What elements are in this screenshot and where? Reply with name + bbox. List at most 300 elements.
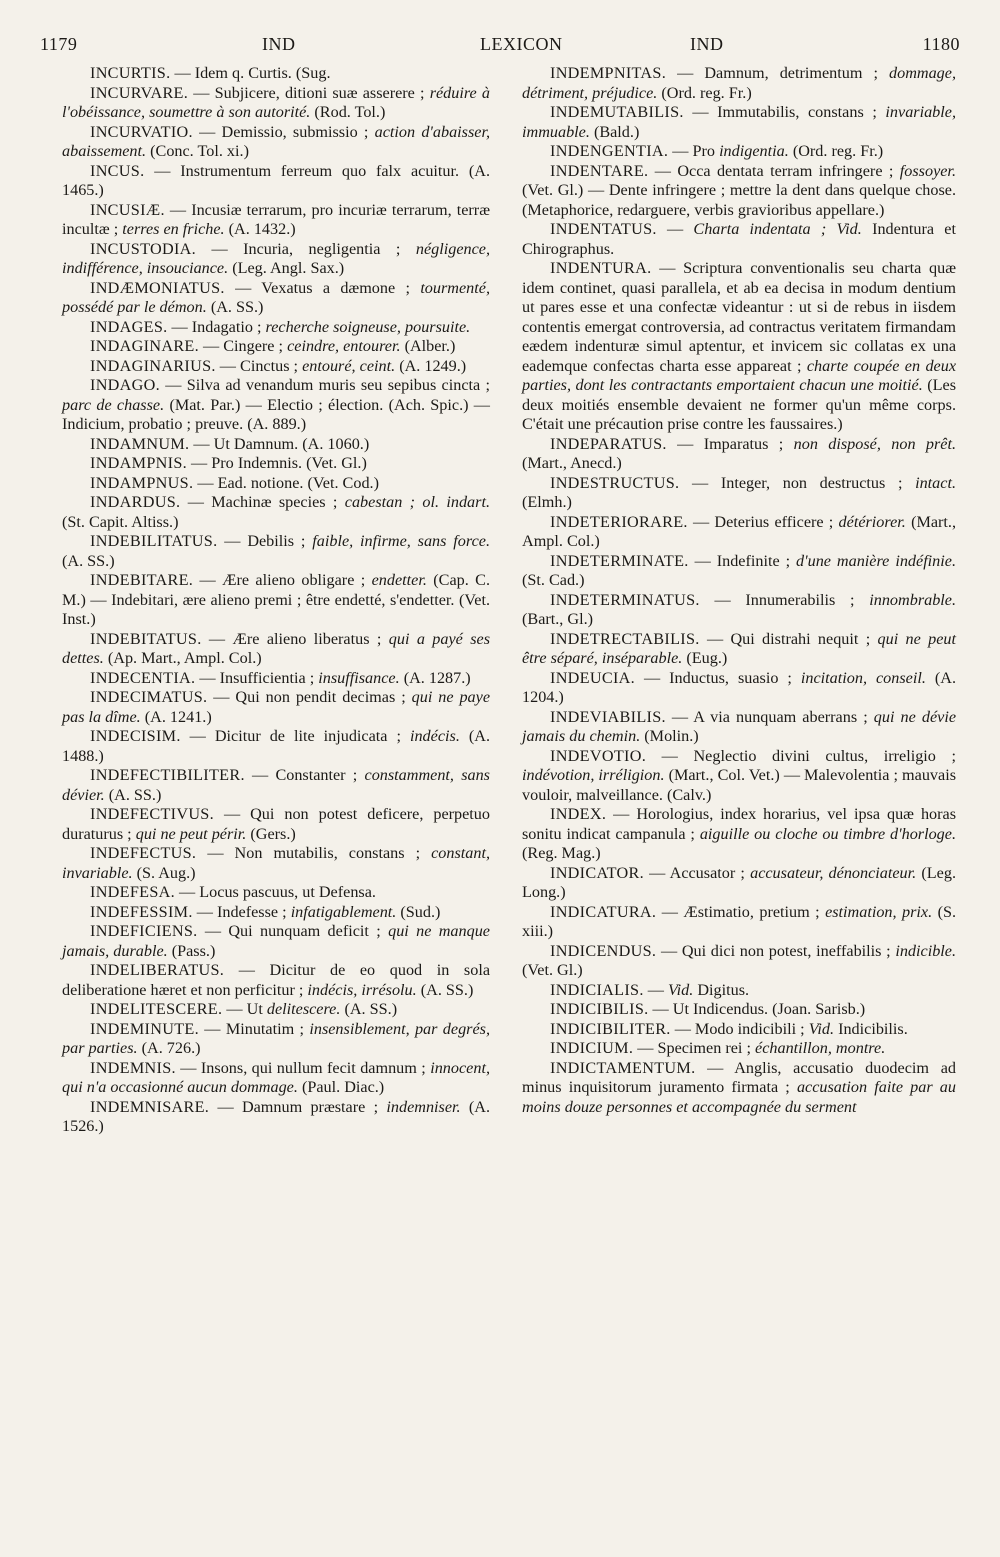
entry-definition: Pro Indemnis.: [211, 454, 303, 472]
entry-definition: Vexatus a dæmone ;: [261, 278, 410, 297]
entry-headword: INDEMNISARE.: [90, 1097, 210, 1116]
dictionary-entry: [522, 630, 956, 669]
entry-dash: —: [687, 512, 715, 531]
entry-headword: INDETERIORARE.: [550, 512, 688, 531]
entry-french-gloss: qui ne peut être séparé, inséparable.: [522, 629, 957, 667]
entry-french-gloss: infatigablement.: [290, 902, 397, 921]
entry-dash: —: [180, 727, 215, 745]
entry-source: (Mart., Anecd.): [522, 454, 622, 472]
entry-french-gloss: parc de chasse.: [62, 395, 165, 414]
entry-french-gloss: incitation, conseil.: [800, 668, 926, 687]
entry-dash: —: [668, 142, 693, 160]
entry-dash: —: [244, 766, 276, 784]
entry-source: (Sug.: [295, 64, 331, 82]
entry-headword: INCUS.: [90, 161, 145, 180]
entry-source: (Vet. Cod.): [307, 473, 379, 492]
entry-french-gloss: réduire à l'obéissance, soumettre à son autorité.: [62, 83, 490, 121]
entry-headword: INDAMPNIS.: [90, 454, 187, 472]
entry-dash: —: [670, 1019, 695, 1038]
entry-headword: INDEFESA.: [90, 883, 175, 901]
entry-definition: Silva ad venandum muris seu sepibus cincta ;: [186, 376, 490, 394]
entry-french-gloss: détériorer.: [838, 512, 906, 531]
entry-dash: —: [160, 376, 187, 394]
entry-headword: INDICTAMENTUM.: [550, 1058, 696, 1077]
entry-dash: —: [643, 863, 670, 882]
entry-source: (Molin.): [644, 727, 699, 745]
dictionary-entry: [62, 688, 490, 727]
entry-source: (Leg. Long.): [522, 863, 956, 901]
running-title: LEXICON: [480, 34, 563, 54]
entry-french-gloss: accusation faite par au moins douze personnes et accompagnée du serment: [522, 1078, 956, 1116]
dictionary-entry: [62, 630, 490, 669]
dictionary-entry: [62, 474, 490, 494]
entry-dash: —: [606, 805, 637, 823]
entry-dash: —: [213, 805, 251, 823]
entry-definition: Occa dentata terram infringere ;: [677, 161, 894, 180]
entry-dash: —: [175, 883, 200, 901]
entry-definition: Dicitur de lite injudicata ;: [214, 727, 401, 745]
entry-definition: Scriptura conventionalis seu charta quæ idem continet, quasi parallela, et ab ea decisa in modum dentium ut pares esse et una confectæ videantur : ut si de rebus in iisdem contentis emergat controversia, ad contractus veritatem firmandam eædem indenturæ simul aptentur, et invicem sic collatas ex una eademque confectas charta esse appareat ;: [522, 259, 956, 375]
entry-french-gloss: cabestan ; ol. indart.: [344, 493, 490, 511]
entry-dash: —: [224, 961, 270, 979]
entry-source: (A. SS.): [210, 298, 264, 316]
entry-definition: Indefinite ;: [716, 551, 791, 570]
entry-headword: INCUSTODIA.: [90, 239, 196, 258]
entry-headword: INDEBITARE.: [90, 571, 194, 589]
entry-source: (Ord. reg. Fr.): [661, 83, 752, 102]
dictionary-entry: [62, 64, 490, 84]
entry-definition: Innumerabilis ;: [745, 590, 855, 609]
dictionary-entry: [522, 942, 956, 981]
entry-source: (A. 726.): [141, 1039, 201, 1057]
entry-headword: INDEVOTIO.: [550, 746, 647, 765]
dictionary-entry: [522, 1000, 956, 1020]
entry-definition: Deterius efficere ;: [714, 512, 834, 531]
entry-source: (Bart., Gl.): [522, 610, 594, 628]
entry-french-gloss: intact.: [915, 473, 957, 492]
entry-dash: —: [665, 707, 694, 726]
entry-source: (Leg. Angl. Sax.): [232, 259, 345, 277]
entry-source: (Cap. C. M.) — Indebitari, ære alieno premi ; être endetté, s'endetter. (Vet. Inst.): [62, 571, 491, 628]
entry-french-gloss: indigentia.: [719, 142, 789, 160]
entry-french-gloss: Vid.: [667, 980, 694, 999]
dictionary-entry: [522, 220, 956, 259]
dictionary-entry: [62, 844, 490, 883]
left-column: [62, 64, 490, 1137]
entry-definition: Idem q. Curtis.: [194, 64, 292, 82]
entry-dash: —: [198, 1019, 226, 1038]
entry-source: (A. 1432.): [228, 220, 296, 238]
entry-headword: INDICIBILIS.: [550, 1000, 649, 1018]
entry-dash: —: [656, 902, 684, 921]
entry-definition: Locus pascuus, ut Defensa.: [199, 883, 376, 901]
entry-headword: INDEFICIENS.: [90, 922, 198, 940]
entry-headword: INDEMUTABILIS.: [550, 103, 684, 121]
entry-source: Indentura et Chirographus.: [522, 220, 956, 258]
entry-dash: —: [679, 473, 721, 492]
entry-source: (A. SS.): [108, 785, 162, 804]
dictionary-entry: [62, 766, 490, 805]
entry-source: (A. SS.): [62, 551, 115, 570]
entry-dash: —: [175, 1058, 201, 1077]
entry-french-gloss: ceindre, entourer.: [287, 337, 401, 355]
entry-source: (A. 1488.): [62, 727, 491, 765]
dictionary-entry: [62, 903, 490, 923]
entry-source: Indicibilis.: [838, 1019, 908, 1038]
entry-dash: —: [633, 1039, 658, 1057]
entry-dash: —: [215, 356, 241, 375]
dictionary-entry: [522, 708, 956, 747]
entry-source: (Ap. Mart., Ampl. Col.): [107, 649, 262, 667]
entry-french-gloss: faible, infirme, sans force.: [312, 532, 491, 550]
right-column: [522, 64, 956, 1117]
entry-dash: —: [195, 668, 220, 687]
entry-definition: Debilis ;: [247, 532, 306, 550]
entry-french-gloss: aiguille ou cloche ou timbre d'horloge.: [699, 824, 956, 843]
dictionary-entry: [62, 961, 490, 1000]
dictionary-entry: [522, 747, 956, 806]
dictionary-entry: [62, 1059, 490, 1098]
entry-source: (A. 1526.): [62, 1097, 491, 1135]
entry-source: (Alber.): [404, 337, 456, 355]
index-word-left: IND: [262, 34, 296, 54]
entry-source: (Elmh.): [522, 493, 572, 511]
entry-definition: Anglis, accusatio duodecim ad minus inquisitorum juramento firmata ;: [522, 1058, 956, 1096]
entry-headword: INDICIUM.: [550, 1039, 634, 1057]
dictionary-entry: [522, 474, 956, 513]
entry-headword: INDÆMONIATUS.: [90, 278, 225, 297]
entry-headword: INDAGINARE.: [90, 337, 199, 355]
dictionary-entry: [62, 669, 490, 689]
dictionary-entry: [522, 864, 956, 903]
entry-headword: INDECISIM.: [90, 727, 181, 745]
entry-source: (S. Aug.): [136, 863, 196, 882]
entry-french-gloss: invariable, immuable.: [522, 103, 957, 141]
entry-headword: INCURTIS.: [90, 64, 171, 82]
entry-dash: —: [683, 103, 718, 121]
entry-definition: Incusiæ terrarum, pro incuriæ terrarum, terræ incultæ ;: [62, 200, 490, 238]
entry-definition: Neglectio divini cultus, irreligio ;: [693, 746, 956, 765]
page-number-left: 1179: [40, 34, 78, 54]
entry-french-gloss: qui ne peut périr.: [135, 824, 247, 843]
entry-headword: INDICIALIS.: [550, 980, 644, 999]
entry-french-gloss: endetter.: [371, 571, 427, 589]
entry-french-gloss: dommage, détriment, préjudice.: [522, 64, 956, 102]
entry-source: (Conc. Tol. xi.): [150, 142, 249, 160]
dictionary-entry: [62, 337, 490, 357]
entry-definition: Inductus, suasio ;: [669, 668, 792, 687]
entry-source: (Vet. Gl.): [522, 961, 583, 979]
entry-headword: INDEBILITATUS.: [90, 532, 218, 550]
entry-definition: Horologius, index horarius, vel ipsa quæ horas sonitu indicat campanula ;: [522, 805, 957, 843]
entry-source: (A. SS.): [420, 980, 474, 999]
entry-definition: Non mutabilis, constans ;: [234, 844, 421, 862]
entry-french-gloss: fossoyer.: [899, 161, 956, 180]
dictionary-entry: [522, 435, 956, 474]
entry-source: (Vet. Gl.) — Dente infringere ; mettre la dent dans quelque chose. (Metaphorice, redarguere, verbis gravioribus appellare.): [522, 181, 956, 219]
entry-source: (Paul. Diac.): [301, 1078, 385, 1096]
entry-definition: Damnum præstare ;: [241, 1097, 379, 1116]
entry-definition: Subjicere, ditioni suæ asserere ;: [214, 83, 425, 102]
entry-headword: INDELIBERATUS.: [90, 961, 225, 979]
dictionary-entry: [522, 552, 956, 591]
entry-source: (Bald.): [593, 122, 640, 141]
entry-headword: INDENTURA.: [550, 259, 652, 277]
entry-definition: Accusator ;: [669, 863, 745, 882]
entry-source: (St. Capit. Altiss.): [62, 512, 179, 531]
entry-headword: INDEMPNITAS.: [550, 64, 667, 82]
entry-headword: INDARDUS.: [90, 493, 181, 511]
entry-dash: —: [187, 454, 212, 472]
entry-french-gloss: indécis.: [409, 727, 460, 745]
entry-definition: Constanter ;: [275, 766, 358, 784]
entry-french-gloss: indicible.: [895, 941, 957, 960]
entry-definition: Machinæ species ;: [211, 493, 338, 511]
entry-headword: INDEX.: [550, 805, 607, 823]
entry-source: (A. 1249.): [399, 356, 467, 375]
entry-headword: INDEVIABILIS.: [550, 707, 666, 726]
entry-definition: Æstimatio, pretium ;: [683, 902, 820, 921]
entry-french-gloss: constamment, sans dévier.: [62, 766, 490, 804]
entry-definition: Integer, non destructus ;: [720, 473, 903, 492]
entry-french-gloss: indévotion, irréligion.: [522, 766, 665, 784]
entry-source: (Joan. Sarisb.): [772, 1000, 866, 1018]
entry-french-gloss: charte coupée en deux parties, dont les contractants emportaient chacun une moitié.: [522, 356, 957, 394]
entry-french-gloss: action d'abaisser, abaissement.: [62, 122, 490, 160]
entry-dash: —: [666, 64, 705, 82]
entry-french-gloss: innombrable.: [869, 590, 957, 609]
entry-french-gloss: entouré, ceint.: [302, 356, 396, 375]
entry-headword: INDEFECTIVUS.: [90, 805, 214, 823]
entry-french-gloss: indécis, irrésolu.: [307, 980, 417, 999]
dictionary-entry: [522, 669, 956, 708]
entry-source: (Sud.): [400, 902, 441, 921]
entry-headword: INDECIMATUS.: [90, 688, 208, 706]
entry-headword: INDAGO.: [90, 376, 160, 394]
entry-source: (A. 1241.): [144, 707, 212, 726]
entry-headword: INDEFECTUS.: [90, 844, 197, 862]
entry-source: (A. 1204.): [522, 668, 957, 706]
entry-headword: INDENGENTIA.: [550, 142, 669, 160]
entry-headword: INDAMPNUS.: [90, 473, 194, 492]
entry-dash: —: [193, 571, 223, 589]
entry-dash: —: [170, 64, 195, 82]
entry-definition: Ut Damnum.: [213, 434, 299, 453]
entry-source: (Vet. Gl.): [306, 454, 367, 472]
entry-definition: Qui dici non potest, ineffabilis ;: [681, 941, 891, 960]
entry-dash: —: [195, 239, 244, 258]
entry-headword: INDICATOR.: [550, 863, 644, 882]
entry-french-gloss: échantillon, montre.: [755, 1039, 886, 1057]
entry-definition: Immutabilis, constans ;: [717, 103, 877, 121]
entry-definition: Modo indicibili ;: [694, 1019, 805, 1038]
entry-french-gloss: terres en friche.: [122, 220, 225, 238]
dictionary-entry: [62, 454, 490, 474]
entry-source: (Reg. Mag.): [522, 844, 601, 862]
entry-french-gloss: estimation, prix.: [825, 902, 933, 921]
entry-definition: Indagatio ;: [191, 317, 262, 336]
entry-headword: INDICATURA.: [550, 902, 657, 921]
entry-french-gloss: indemniser.: [386, 1097, 461, 1116]
entry-source: (A. SS.): [344, 1000, 398, 1018]
entry-dash: —: [217, 532, 248, 550]
entry-french-gloss: delitescere.: [266, 1000, 341, 1018]
entry-headword: INDENTATUS.: [550, 220, 657, 238]
entry-headword: INDENTARE.: [550, 161, 649, 180]
dictionary-entry: [62, 1000, 490, 1020]
dictionary-entry: [62, 201, 490, 240]
entry-definition: Insufficientia ;: [219, 668, 315, 687]
entry-definition: Instrumentum ferreum quo falx acuitur.: [180, 161, 460, 180]
entry-definition: Incuria, negligentia ;: [243, 239, 401, 258]
dictionary-entry: [62, 162, 490, 201]
entry-headword: INDETERMINATE.: [550, 551, 689, 570]
entry-headword: INDAGES.: [90, 317, 168, 336]
entry-definition: Minutatim ;: [225, 1019, 305, 1038]
dictionary-entry: [62, 805, 490, 844]
entry-headword: INDEFECTIBILITER.: [90, 766, 245, 784]
dictionary-entry: [62, 883, 490, 903]
dictionary-entry: [62, 1020, 490, 1059]
dictionary-entry: [62, 922, 490, 961]
entry-dash: —: [634, 668, 670, 687]
entry-headword: INDEBITATUS.: [90, 629, 202, 648]
entry-headword: INDICENDUS.: [550, 941, 657, 960]
entry-headword: INCURVATIO.: [90, 122, 193, 141]
dictionary-entry: [522, 981, 956, 1001]
entry-dash: —: [201, 629, 233, 648]
entry-dash: —: [164, 200, 192, 219]
entry-french-gloss: négligence, indifférence, insouciance.: [62, 239, 491, 277]
entry-dash: —: [192, 902, 217, 921]
entry-headword: INDAMNUM.: [90, 434, 190, 453]
entry-dash: —: [192, 122, 222, 141]
dictionary-entry: [522, 805, 956, 864]
entry-dash: —: [222, 1000, 247, 1018]
entry-french-gloss: recherche soigneuse, poursuite.: [265, 317, 471, 336]
entry-dash: —: [699, 629, 731, 648]
dictionary-entry: [522, 142, 956, 162]
entry-dash: —: [144, 161, 181, 180]
dictionary-entry: [62, 727, 490, 766]
entry-definition: Ut Indicendus.: [672, 1000, 769, 1018]
entry-source: (Rod. Tol.): [314, 103, 386, 121]
entry-definition: A via nunquam aberrans ;: [693, 707, 868, 726]
entry-dash: —: [224, 278, 262, 297]
entry-french-gloss: innocent, qui n'a occasionné aucun dommage.: [62, 1058, 491, 1096]
entry-dash: —: [189, 434, 214, 453]
dictionary-entry: [522, 1020, 956, 1040]
entry-french-gloss: non disposé, non prêt.: [793, 434, 957, 453]
entry-dash: —: [695, 1058, 735, 1077]
entry-french-gloss: qui ne dévie jamais du chemin.: [522, 707, 957, 745]
entry-french-gloss: insuffisance.: [318, 668, 400, 687]
entry-dash: —: [648, 1000, 673, 1018]
entry-dash: —: [167, 317, 192, 336]
entry-french-gloss: accusateur, dénonciateur.: [750, 863, 917, 882]
entry-definition: Imparatus ;: [703, 434, 784, 453]
entry-headword: INCUSIÆ.: [90, 200, 165, 219]
entry-dash: —: [651, 259, 684, 277]
index-word-right: IND: [690, 34, 724, 54]
entry-french-gloss: Charta indentata ; Vid.: [693, 220, 862, 238]
dictionary-entry: [522, 1039, 956, 1059]
dictionary-entry: [62, 571, 490, 630]
entry-dash: —: [193, 473, 218, 492]
entry-source: (Mart., Col. Vet.) — Malevolentia ; mauvais vouloir, malveillance. (Calv.): [522, 766, 956, 804]
entry-source: (St. Cad.): [522, 571, 585, 589]
entry-definition: Qui non pendit decimas ;: [235, 688, 406, 706]
dictionary-entry: [62, 279, 490, 318]
dictionary-entry: [522, 64, 956, 103]
entry-source: (Mart., Ampl. Col.): [522, 512, 957, 550]
entry-headword: INDAGINARIUS.: [90, 356, 216, 375]
entry-dash: —: [699, 590, 746, 609]
entry-dash: —: [207, 688, 236, 706]
entry-source: (S. xiii.): [522, 902, 957, 940]
dictionary-entry: [522, 259, 956, 435]
dictionary-entry: [522, 903, 956, 942]
entry-headword: INDEFESSIM.: [90, 902, 193, 921]
entry-french-gloss: insensiblement, par degrés, par parties.: [62, 1019, 490, 1057]
entry-definition: Qui distrahi nequit ;: [730, 629, 871, 648]
entry-dash: —: [646, 746, 694, 765]
entry-french-gloss: tourmenté, possédé par le démon.: [62, 278, 490, 316]
entry-dash: —: [198, 337, 224, 355]
entry-headword: INDEUCIA.: [550, 668, 635, 687]
entry-definition: Ut: [246, 1000, 263, 1018]
entry-headword: INDESTRUCTUS.: [550, 473, 680, 492]
dictionary-entry: [62, 84, 490, 123]
entry-french-gloss: Vid.: [808, 1019, 835, 1038]
entry-headword: INDETERMINATUS.: [550, 590, 700, 609]
entry-source: (Eug.): [686, 649, 728, 667]
dictionary-entry: [522, 1059, 956, 1118]
entry-definition: Ead. notione.: [217, 473, 304, 492]
entry-source: (Ord. reg. Fr.): [792, 142, 884, 160]
entry-headword: INDEPARATUS.: [550, 434, 667, 453]
entry-headword: INDECENTIA.: [90, 668, 196, 687]
dictionary-entry: [522, 513, 956, 552]
dictionary-entry: [522, 162, 956, 221]
entry-french-gloss: qui ne manque jamais, durable.: [62, 922, 490, 960]
dictionary-entry: [62, 1098, 490, 1137]
dictionary-entry: [62, 240, 490, 279]
dictionary-entry: [62, 318, 490, 338]
entry-headword: INDEMNIS.: [90, 1058, 176, 1077]
entry-dash: —: [688, 551, 717, 570]
page-number-right: 1180: [922, 34, 960, 54]
entry-dash: —: [656, 220, 694, 238]
entry-source: Digitus.: [697, 980, 750, 999]
entry-definition: Qui non potest deficere, perpetuo duraturus ;: [62, 805, 490, 843]
entry-dash: —: [209, 1097, 242, 1116]
entry-headword: INDEMINUTE.: [90, 1019, 199, 1038]
dictionary-entry: [62, 532, 490, 571]
entry-definition: Specimen rei ;: [657, 1039, 751, 1057]
dictionary-entry: [62, 357, 490, 377]
entry-source: (A. 1465.): [62, 161, 491, 199]
running-header: [40, 34, 960, 64]
entry-dash: —: [643, 980, 668, 999]
entry-french-gloss: qui a payé ses dettes.: [62, 629, 491, 667]
dictionary-entry: [522, 591, 956, 630]
entry-source: (A. 1287.): [403, 668, 471, 687]
entry-definition: Cinctus ;: [240, 356, 299, 375]
dictionary-entry: [62, 493, 490, 532]
entry-dash: —: [656, 941, 682, 960]
entry-french-gloss: qui ne paye pas la dîme.: [62, 688, 490, 726]
